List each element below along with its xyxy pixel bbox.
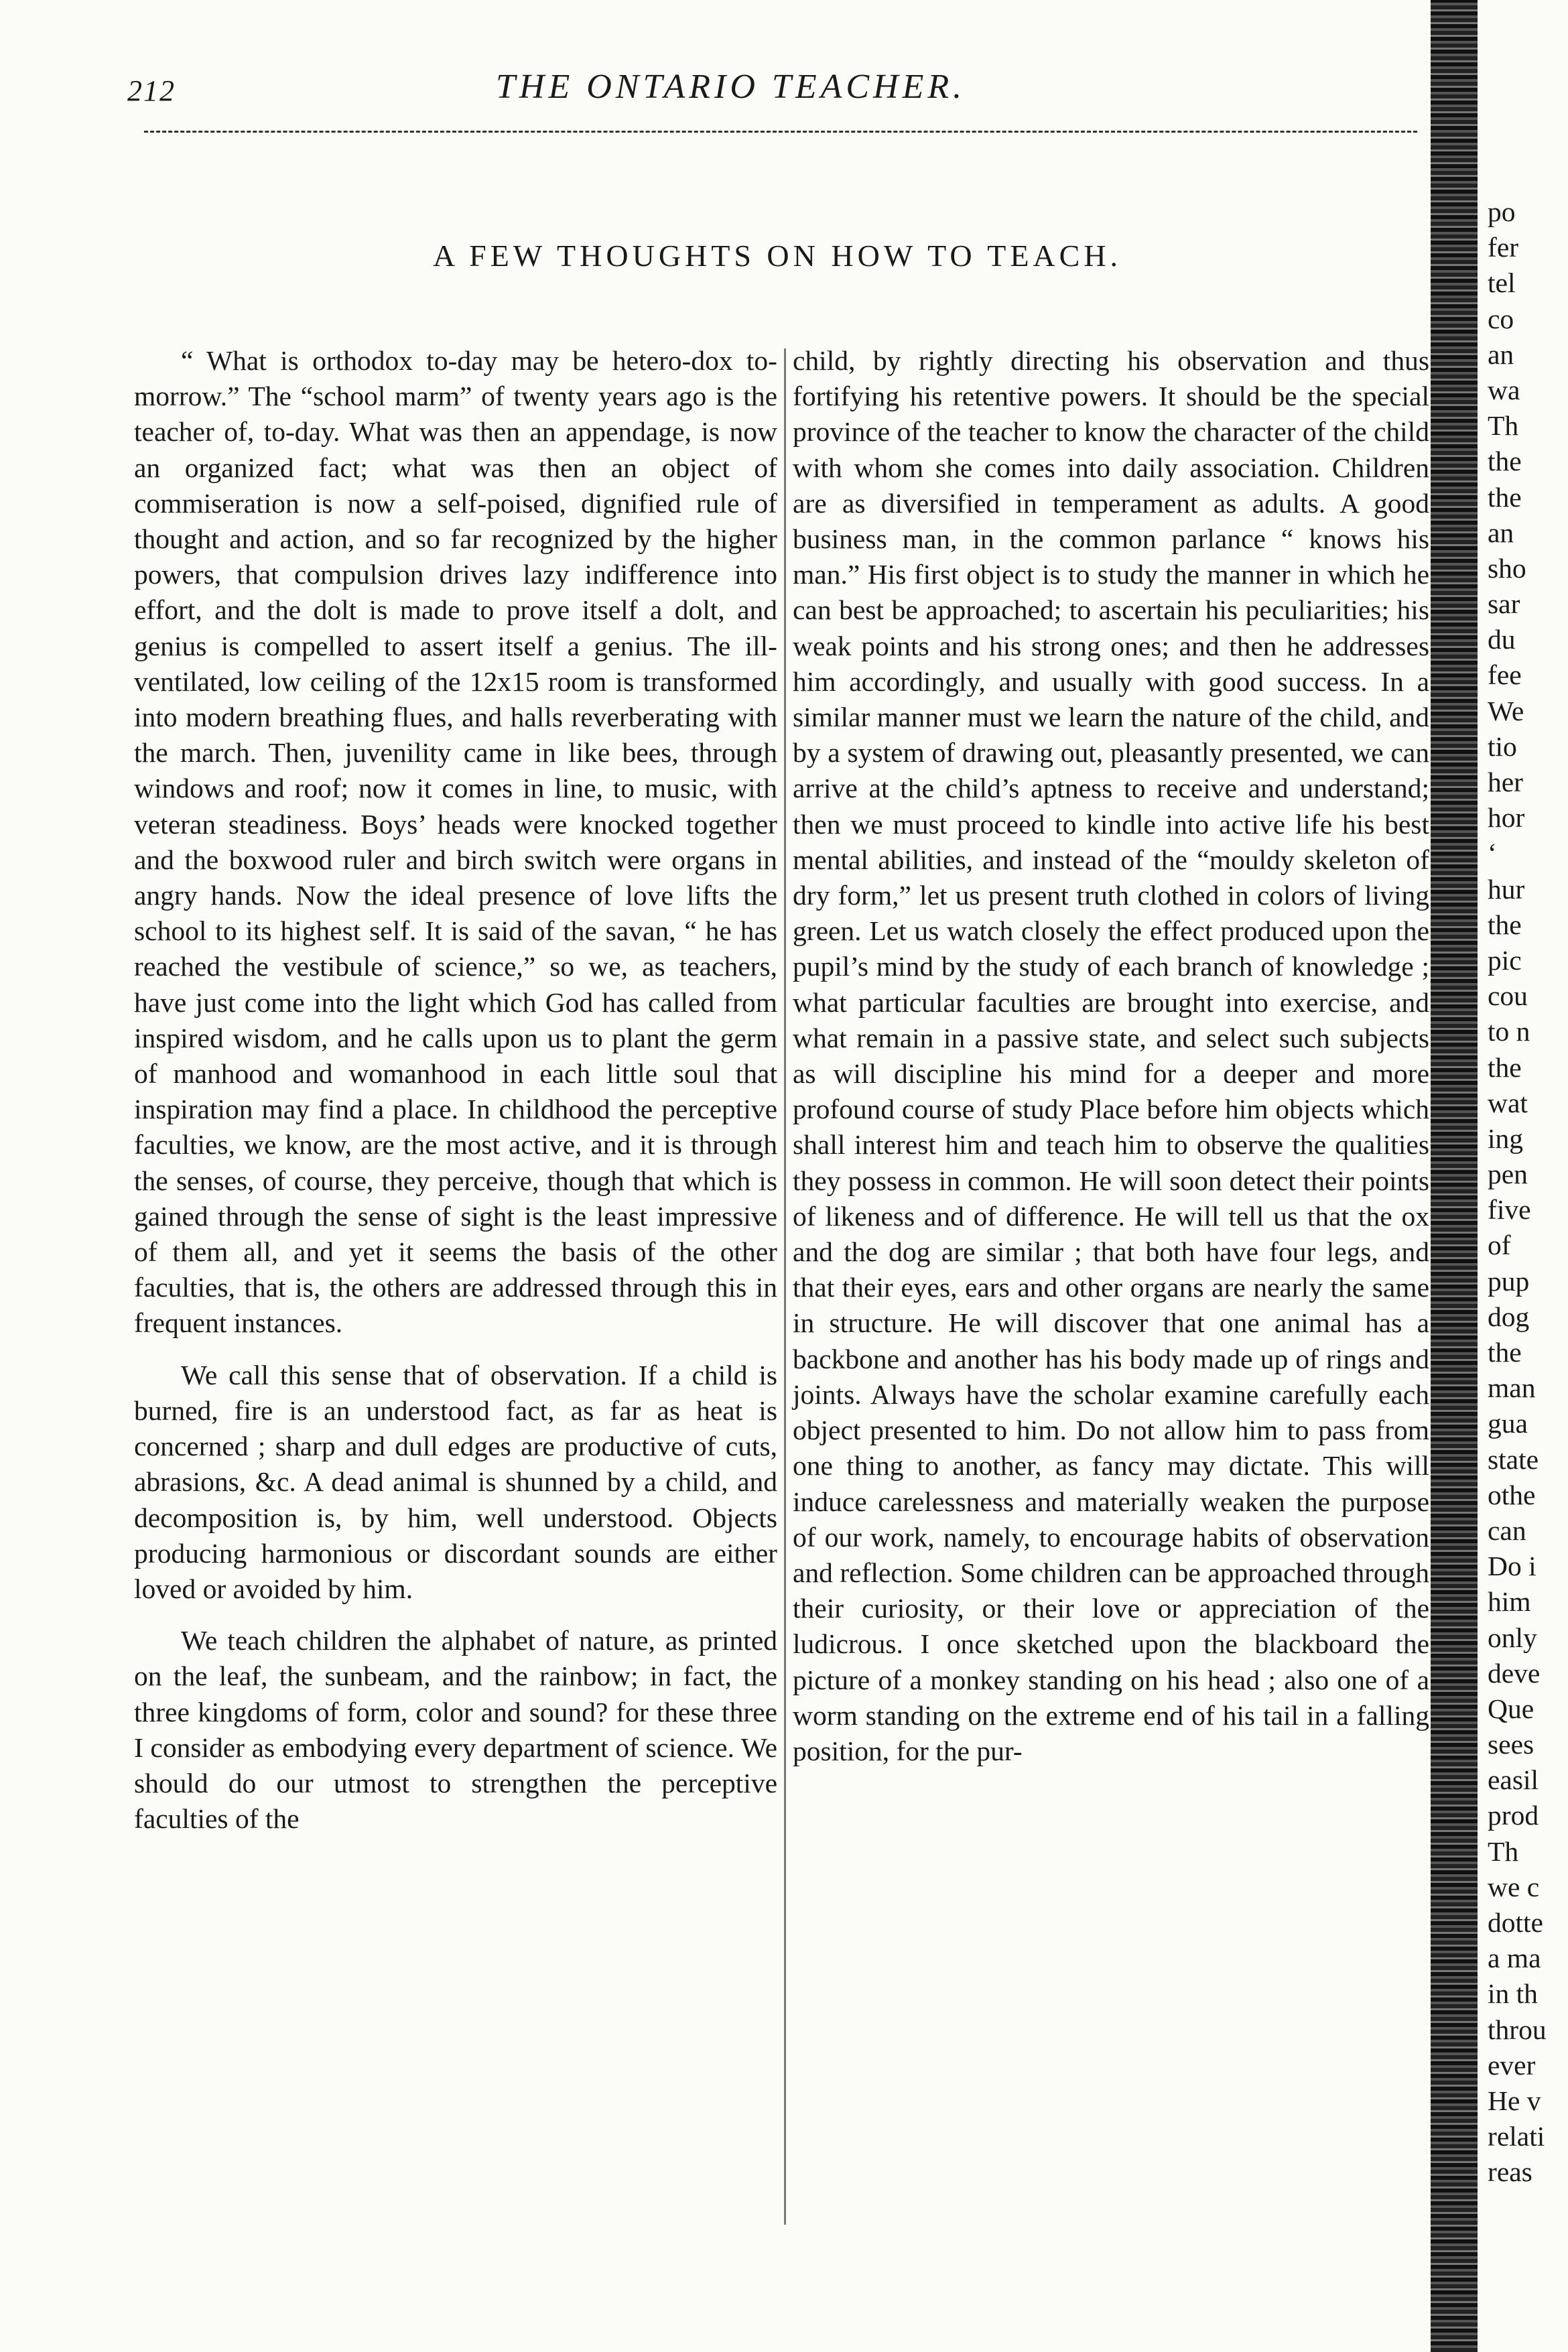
fragment-line: sar xyxy=(1488,588,1520,620)
fragment-line: five xyxy=(1488,1194,1531,1226)
fragment-line: fer xyxy=(1488,232,1519,263)
fragment-line: a ma xyxy=(1488,1943,1541,1974)
fragment-line: Th xyxy=(1488,1835,1519,1867)
fragment-line: hor xyxy=(1488,802,1525,834)
fragment-line: deve xyxy=(1488,1657,1541,1689)
fragment-line: He v xyxy=(1488,2085,1541,2116)
fragment-line: the xyxy=(1488,446,1522,477)
adjacent-page-fragment xyxy=(1488,194,1568,2191)
fragment-line: hur xyxy=(1488,873,1525,905)
fragment-line: Th xyxy=(1488,410,1519,442)
header-rule xyxy=(144,131,1417,133)
fragment-line: throu xyxy=(1488,2014,1547,2045)
fragment-line: pic xyxy=(1488,944,1522,976)
paragraph: child, by rightly directing his observation and thus fortifying his retentive powers. It should be the special province of the teacher to know the character of the child with whom she comes into daily association. Children are as diversified in temperament as adults. A good business man, in the common parlance “ knows his man.” His first object is to study the manner in which he can best be approached; to ascertain his peculiarities; his weak points and his strong ones; and then he addresses him accordingly, and usually with good success. In a similar manner must we learn the nature of the child, and by a system of drawing out, pleasantly presented, we can arrive at the child’s aptness to receive and understand; then we must proceed to kindle into active life his best mental abilities, and instead of the “mouldy skeleton of dry form,” let us present truth clothed in colors of living green. Let us watch closely the effect produced upon the pupil’s mind by the study of each branch of knowledge ; what particular faculties are brought into exercise, and what remain in a passive state, and select such subjects as will discipline his mind for a deeper and more profound course of study Place before him objects which shall interest him and teach him to observe the qualities they possess in common. He will soon detect their points of likeness and of difference. He will tell us that the ox and the dog are similar ; that both have four legs, and that their eyes, ears and other organs are nearly the same in structure. He will discover that one animal has a backbone and another has his body made up of rings and joints. Always have the scholar examine carefully each object presented to him. Do not allow him to pass from one thing to another, as fancy may dictate. This will induce carelessness and materially weaken the purpose of our work, namely, to encourage habits of observation and reflection. Some children can be approached through their curiosity, or their love or appreciation of the ludicrous. I once sketched upon the blackboard the picture of a monkey standing on his head ; also one of a worm standing on the extreme end of his tail in a falling position, for the pur- xyxy=(793,345,1429,1766)
fragment-line: gua xyxy=(1488,1408,1528,1439)
fragment-line: the xyxy=(1488,1051,1522,1083)
fragment-line: tio xyxy=(1488,730,1517,762)
page-number: 212 xyxy=(127,74,176,107)
fragment-line: state xyxy=(1488,1443,1539,1475)
fragment-line: of xyxy=(1488,1230,1511,1261)
fragment-line: the xyxy=(1488,909,1522,940)
fragment-line: him xyxy=(1488,1586,1531,1618)
fragment-line: easil xyxy=(1488,1764,1539,1796)
fragment-line: Que xyxy=(1488,1693,1534,1724)
paragraph: We teach children the alphabet of nature, as printed on the leaf, the sunbeam, and the rainbow; in fact, the three kingdoms of form, color and sound? for these three I consider as embodying every department of science. We should do our utmost to strengthen the perceptive faculties of the xyxy=(134,1625,777,1835)
running-header xyxy=(0,67,1474,127)
fragment-line: sho xyxy=(1488,552,1526,584)
fragment-line: an xyxy=(1488,338,1514,370)
fragment-line: pen xyxy=(1488,1159,1528,1190)
fragment-line: can xyxy=(1488,1514,1526,1546)
fragment-line: her xyxy=(1488,767,1523,797)
fragment-line: in th xyxy=(1488,1978,1538,2010)
fragment-line: We xyxy=(1488,695,1524,726)
fragment-line: only xyxy=(1488,1622,1537,1653)
fragment-line: an xyxy=(1488,517,1514,548)
fragment-line: sees xyxy=(1488,1729,1534,1760)
scan-binding-edge xyxy=(1431,0,1478,2352)
fragment-line: man xyxy=(1488,1372,1536,1404)
article-title: A FEW THOUGHTS ON HOW TO TEACH. xyxy=(432,239,1122,273)
fragment-line: wat xyxy=(1488,1087,1528,1118)
fragment-line: Do i xyxy=(1488,1551,1537,1582)
fragment-line: to n xyxy=(1488,1016,1530,1047)
fragment-line: prod xyxy=(1488,1800,1539,1831)
journal-title: THE ONTARIO TEACHER. xyxy=(496,68,966,106)
fragment-line: tel xyxy=(1488,267,1516,299)
fragment-line: ever xyxy=(1488,2049,1536,2081)
fragment-line: po xyxy=(1488,196,1516,227)
fragment-line: dotte xyxy=(1488,1907,1543,1938)
paragraph: We call this sense that of observation. If a child is burned, fire is an understood fact, as far as heat is concerned ; sharp and dull edges are productive of cuts, abrasions, &c. A dead animal is shunned by a child, and decomposition is, by him, well understood. Objects producing harmonious or discordant sounds are either loved or avoided by him. xyxy=(134,1359,777,1604)
fragment-line: fee xyxy=(1488,659,1522,691)
column-divider xyxy=(784,348,786,2225)
fragment-line: relati xyxy=(1488,2121,1545,2152)
fragment-line: the xyxy=(1488,481,1522,513)
fragment-line: dog xyxy=(1488,1301,1530,1332)
paragraph: “ What is orthodox to-day may be hetero-dox to-morrow.” The “school marm” of twenty years ago is the teacher of, to-day. What was then an appendage, is now an organized fact; what was then an object of commiseration is now a self-poised, dignified rule of thought and action, and so far recognized by the higher powers, that compulsion drives lazy indifference into effort, and the dolt is made to prove itself a dolt, and genius is compelled to assert itself a genius. The ill-ventilated, low ceiling of the 12x15 room is transformed into modern breathing flues, and halls reverberating with the march. Then, juvenility came in like bees, through windows and roof; now it comes in line, to music, with veteran steadiness. Boys’ heads were knocked together and the boxwood ruler and birch switch were organs in angry hands. Now the ideal presence of love lifts the school to its highest self. It is said of the savan, “ he has reached the vestibule of science,” so we, as teachers, have just come into the light which God has called from inspired wisdom, and he calls upon us to plant the germ of manhood and womanhood in each little soul that inspiration may find a place. In childhood the perceptive faculties, we know, are the most active, and it is through the senses, of course, they perceive, though that which is gained through the sense of sight is the least impressive of them all, and yet it seems the basis of the other faculties, that is, the others are addressed through this in frequent instances. xyxy=(134,345,777,1339)
fragment-line: wa xyxy=(1488,374,1520,405)
fragment-line: othe xyxy=(1488,1479,1536,1510)
article-column-right xyxy=(793,343,1429,1769)
fragment-line: pup xyxy=(1488,1265,1530,1297)
fragment-line: ‘ xyxy=(1488,838,1497,869)
fragment-line: ing xyxy=(1488,1122,1524,1154)
fragment-line: du xyxy=(1488,624,1516,655)
fragment-line: reas xyxy=(1488,2156,1532,2188)
fragment-line: the xyxy=(1488,1337,1522,1368)
article-column-left xyxy=(134,343,777,1837)
fragment-line: cou xyxy=(1488,980,1528,1012)
fragment-line: co xyxy=(1488,303,1514,334)
fragment-line: we c xyxy=(1488,1871,1540,1902)
